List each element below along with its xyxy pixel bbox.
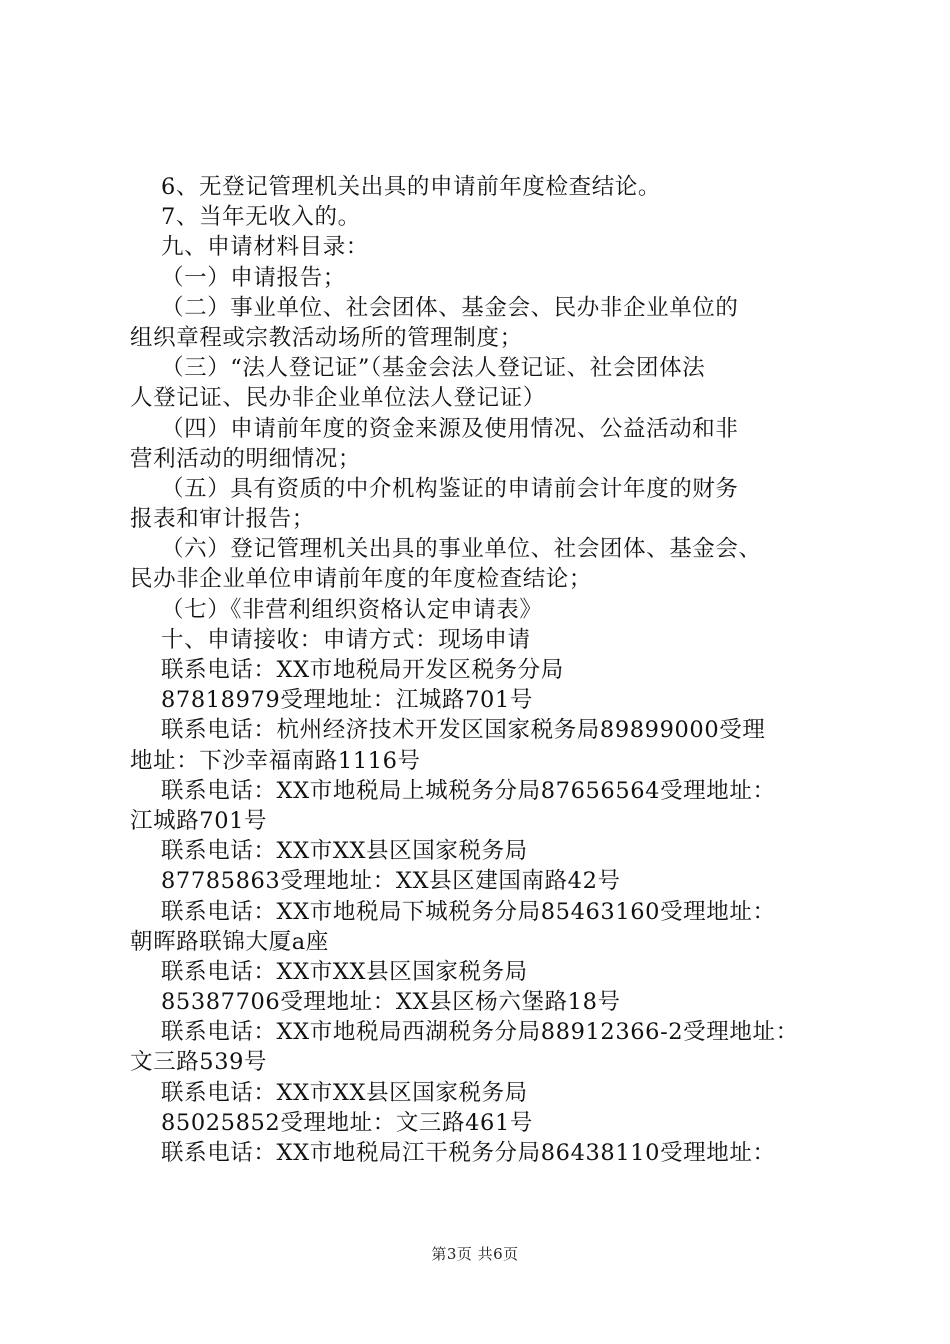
text-line: （七）《非营利组织资格认定申请表》 xyxy=(130,596,543,623)
text-line: 87785863受理地址：XX县区建国南路42号 xyxy=(130,868,621,895)
text-line: （三）“法人登记证”（基金会法人登记证、社会团体法 xyxy=(130,355,706,382)
text-line: （四）申请前年度的资金来源及使用情况、公益活动和非 xyxy=(130,415,739,442)
text-line: 十、申请接收：申请方式：现场申请 xyxy=(130,626,531,653)
text-line: 87818979受理地址：江城路701号 xyxy=(130,687,533,714)
text-line: 组织章程或宗教活动场所的管理制度； xyxy=(130,324,523,351)
text-line: 营利活动的明细情况； xyxy=(130,445,362,472)
text-line: 85025852受理地址：文三路461号 xyxy=(130,1109,533,1136)
text-line: （五）具有资质的中介机构鉴证的申请前会计年度的财务 xyxy=(130,475,739,502)
text-line: 民办非企业单位申请前年度的年度检查结论； xyxy=(130,566,593,593)
text-line: 地址：下沙幸福南路1116号 xyxy=(130,747,421,774)
text-line: 文三路539号 xyxy=(130,1049,268,1076)
text-line: 联系电话：XX市地税局上城税务分局87656564受理地址： xyxy=(130,777,776,804)
text-line: 联系电话：XX市XX县区国家税务局 xyxy=(130,958,528,985)
text-line: 人登记证、民办非企业单位法人登记证） xyxy=(130,385,546,412)
document-body xyxy=(130,172,835,1168)
text-line: 联系电话：XX市XX县区国家税务局 xyxy=(130,1079,528,1106)
text-line: （六）登记管理机关出具的事业单位、社会团体、基金会、 xyxy=(130,536,762,563)
text-line: 报表和审计报告； xyxy=(130,506,315,533)
text-line: 联系电话：XX市地税局下城税务分局85463160受理地址： xyxy=(130,898,776,925)
text-line: 联系电话：杭州经济技术开发区国家税务局89899000受理 xyxy=(130,717,766,744)
text-line: 联系电话：XX市地税局开发区税务分局 xyxy=(130,657,564,683)
page-footer: 第3页 共6页 xyxy=(431,1245,519,1263)
text-line: 九、申请材料目录： xyxy=(130,234,369,261)
text-line: 联系电话：XX市XX县区国家税务局 xyxy=(130,838,528,865)
text-line: 朝晖路联锦大厦a座 xyxy=(130,928,329,955)
text-line: 6、无登记管理机关出具的申请前年度检查结论。 xyxy=(130,174,662,200)
text-line: 7、当年无收入的。 xyxy=(130,204,361,231)
text-line: （二）事业单位、社会团体、基金会、民办非企业单位的 xyxy=(130,294,739,321)
text-line: 联系电话：XX市地税局西湖税务分局88912366-2受理地址： xyxy=(130,1019,799,1046)
text-line: （一）申请报告； xyxy=(130,264,346,291)
text-line: 联系电话：XX市地税局江干税务分局86438110受理地址： xyxy=(130,1140,776,1166)
text-line: 85387706受理地址：XX县区杨六堡路18号 xyxy=(130,989,621,1016)
text-line: 江城路701号 xyxy=(130,807,268,834)
